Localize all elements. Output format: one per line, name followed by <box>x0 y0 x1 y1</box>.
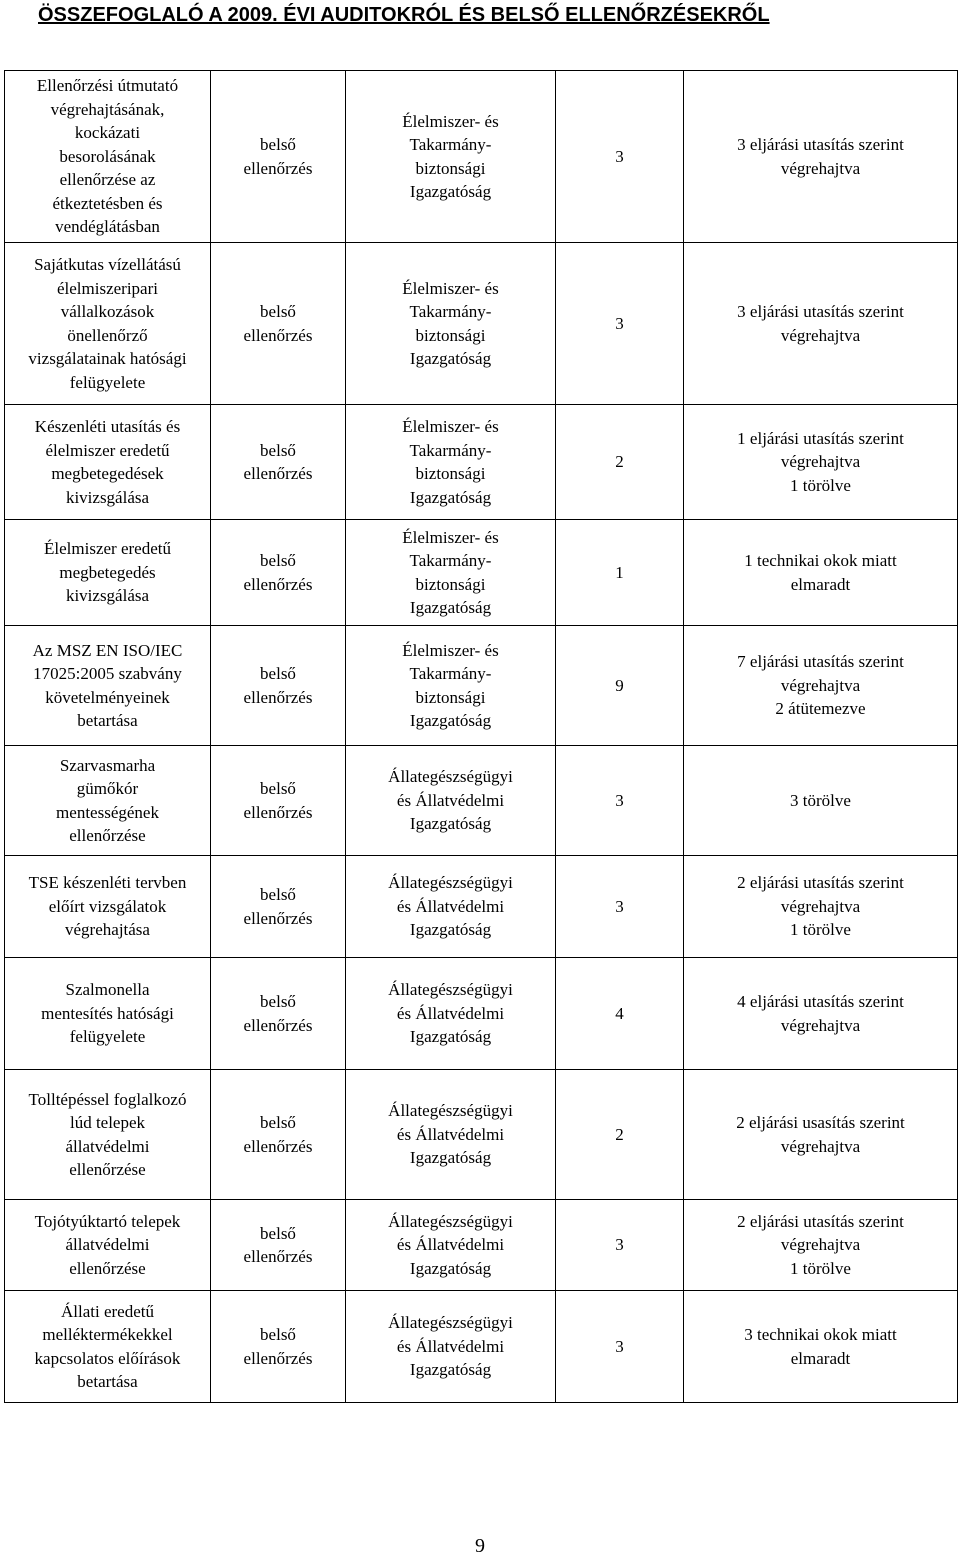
page-title: ÖSSZEFOGLALÓ A 2009. ÉVI AUDITOKRÓL ÉS BELSŐ ELLENŐRZÉSEKRŐL <box>38 4 770 26</box>
audit-count-cell: 3 <box>556 243 684 405</box>
table-row <box>5 1200 958 1291</box>
audit-topic-cell: Ellenőrzési útmutató végrehajtásának, kockázati besorolásának ellenőrzése az étkeztetésben és vendéglátásban <box>5 71 211 243</box>
table-row <box>5 856 958 958</box>
audit-type-cell: belső ellenőrzés <box>211 1291 346 1403</box>
table-row <box>5 520 958 626</box>
audit-count-cell: 3 <box>556 746 684 856</box>
audit-topic-cell: Állati eredetű melléktermékekkel kapcsolatos előírások betartása <box>5 1291 211 1403</box>
audit-organization-cell: Élelmiszer- és Takarmány- biztonsági Igazgatóság <box>346 243 556 405</box>
audit-topic-cell: TSE készenléti tervben előírt vizsgálatok végrehajtása <box>5 856 211 958</box>
audit-count-cell: 3 <box>556 1291 684 1403</box>
audit-topic-cell: Az MSZ EN ISO/IEC 17025:2005 szabvány követelményeinek betartása <box>5 626 211 746</box>
audit-type-cell: belső ellenőrzés <box>211 746 346 856</box>
audit-topic-cell: Élelmiszer eredetű megbetegedés kivizsgálása <box>5 520 211 626</box>
audit-organization-cell: Állategészségügyi és Állatvédelmi Igazgatóság <box>346 746 556 856</box>
audit-count-cell: 2 <box>556 1070 684 1200</box>
audit-count-cell: 2 <box>556 405 684 520</box>
audit-result-cell: 7 eljárási utasítás szerint végrehajtva 2 átütemezve <box>684 626 958 746</box>
audit-result-cell: 3 eljárási utasítás szerint végrehajtva <box>684 243 958 405</box>
table-row <box>5 746 958 856</box>
audit-result-cell: 3 technikai okok miatt elmaradt <box>684 1291 958 1403</box>
audit-table <box>4 70 958 1403</box>
audit-result-cell: 3 törölve <box>684 746 958 856</box>
table-row <box>5 1291 958 1403</box>
table-row <box>5 243 958 405</box>
audit-topic-cell: Szalmonella mentesítés hatósági felügyelete <box>5 958 211 1070</box>
audit-organization-cell: Állategészségügyi és Állatvédelmi Igazgatóság <box>346 1291 556 1403</box>
audit-count-cell: 1 <box>556 520 684 626</box>
audit-organization-cell: Élelmiszer- és Takarmány- biztonsági Igazgatóság <box>346 626 556 746</box>
audit-organization-cell: Állategészségügyi és Állatvédelmi Igazgatóság <box>346 1070 556 1200</box>
table-row <box>5 71 958 243</box>
audit-topic-cell: Szarvasmarha gümőkór mentességének ellenőrzése <box>5 746 211 856</box>
table-row <box>5 1070 958 1200</box>
audit-type-cell: belső ellenőrzés <box>211 626 346 746</box>
audit-topic-cell: Készenléti utasítás és élelmiszer eredetű megbetegedések kivizsgálása <box>5 405 211 520</box>
audit-organization-cell: Élelmiszer- és Takarmány- biztonsági Igazgatóság <box>346 71 556 243</box>
audit-result-cell: 2 eljárási utasítás szerint végrehajtva 1 törölve <box>684 1200 958 1291</box>
audit-count-cell: 3 <box>556 1200 684 1291</box>
audit-result-cell: 1 technikai okok miatt elmaradt <box>684 520 958 626</box>
audit-type-cell: belső ellenőrzés <box>211 1070 346 1200</box>
audit-organization-cell: Élelmiszer- és Takarmány- biztonsági Igazgatóság <box>346 520 556 626</box>
audit-type-cell: belső ellenőrzés <box>211 520 346 626</box>
audit-type-cell: belső ellenőrzés <box>211 405 346 520</box>
audit-type-cell: belső ellenőrzés <box>211 71 346 243</box>
audit-type-cell: belső ellenőrzés <box>211 243 346 405</box>
audit-type-cell: belső ellenőrzés <box>211 856 346 958</box>
audit-result-cell: 3 eljárási utasítás szerint végrehajtva <box>684 71 958 243</box>
table-row <box>5 405 958 520</box>
audit-count-cell: 9 <box>556 626 684 746</box>
audit-topic-cell: Tojótyúktartó telepek állatvédelmi ellenőrzése <box>5 1200 211 1291</box>
audit-organization-cell: Élelmiszer- és Takarmány- biztonsági Igazgatóság <box>346 405 556 520</box>
audit-organization-cell: Állategészségügyi és Állatvédelmi Igazgatóság <box>346 856 556 958</box>
audit-result-cell: 2 eljárási utasítás szerint végrehajtva 1 törölve <box>684 856 958 958</box>
table-row <box>5 626 958 746</box>
audit-count-cell: 4 <box>556 958 684 1070</box>
audit-type-cell: belső ellenőrzés <box>211 1200 346 1291</box>
audit-table-body <box>5 71 958 1403</box>
audit-count-cell: 3 <box>556 71 684 243</box>
audit-result-cell: 4 eljárási utasítás szerint végrehajtva <box>684 958 958 1070</box>
audit-count-cell: 3 <box>556 856 684 958</box>
audit-organization-cell: Állategészségügyi és Állatvédelmi Igazgatóság <box>346 958 556 1070</box>
audit-result-cell: 2 eljárási usasítás szerint végrehajtva <box>684 1070 958 1200</box>
audit-organization-cell: Állategészségügyi és Állatvédelmi Igazgatóság <box>346 1200 556 1291</box>
table-row <box>5 958 958 1070</box>
audit-topic-cell: Tolltépéssel foglalkozó lúd telepek állatvédelmi ellenőrzése <box>5 1070 211 1200</box>
audit-topic-cell: Sajátkutas vízellátású élelmiszeripari vállalkozások önellenőrző vizsgálatainak hatósági felügyelete <box>5 243 211 405</box>
audit-type-cell: belső ellenőrzés <box>211 958 346 1070</box>
page-number: 9 <box>475 1535 485 1557</box>
audit-result-cell: 1 eljárási utasítás szerint végrehajtva 1 törölve <box>684 405 958 520</box>
